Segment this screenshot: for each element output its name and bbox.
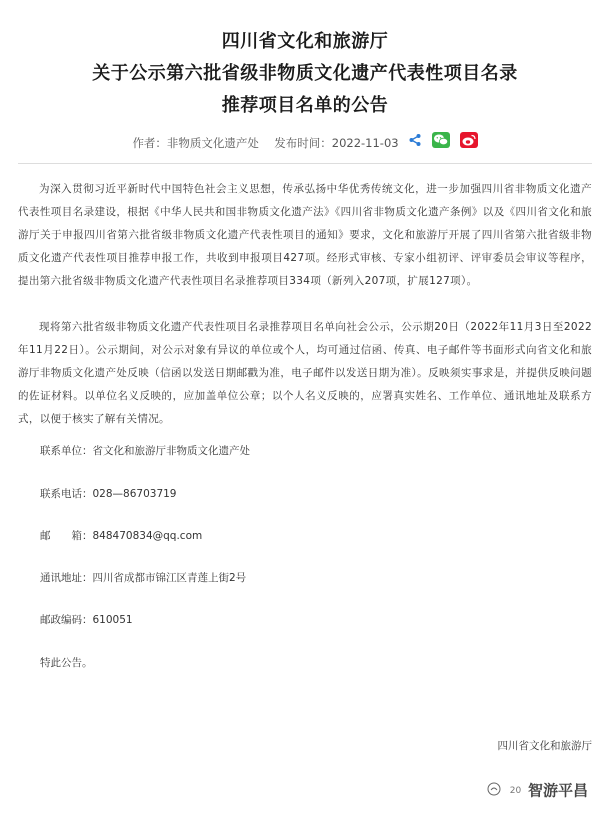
watermark-text: 智游平昌 bbox=[527, 781, 588, 800]
title-line-3: 推荐项目名单的公告 bbox=[221, 95, 389, 116]
article-title bbox=[0, 26, 610, 122]
title-line-1: 四川省文化和旅游厅 bbox=[221, 31, 389, 52]
watermark bbox=[487, 780, 588, 801]
contact-postcode: 邮政编码：610051 bbox=[40, 614, 133, 626]
weibo-icon[interactable] bbox=[460, 132, 478, 154]
body-paragraph-2: 现将第六批省级非物质文化遗产代表性项目名录推荐项目名单向社会公示，公示期20日（2022年11月3日至2022年11月22日）。公示期间，对公示对象有异议的单位或个人，均可通过信函、传真、电子邮件等书面形式向省文化和旅游厅非物质文化遗产处反映（信函以发送日期邮戳为准，电子邮件以发送日期为准）。反映须实事求是，并提供反映问题的佐证材料。以单位名义反映的，应加盖单位公章；以个人名义反映的，应署真实姓名、工作单位、通讯地址及联系方式，以便于核实了解有关情况。 bbox=[18, 321, 592, 425]
contact-email: 邮 箱：848470834@qq.com bbox=[40, 530, 203, 542]
contact-address: 通讯地址：四川省成都市锦江区青莲上街2号 bbox=[40, 572, 247, 584]
signature: 四川省文化和旅游厅 bbox=[497, 740, 592, 752]
contact-phone: 联系电话：028—86703719 bbox=[40, 488, 177, 500]
body-paragraph-1: 为深入贯彻习近平新时代中国特色社会主义思想，传承弘扬中华优秀传统文化，进一步加强四川省非物质文化遗产代表性项目名录建设，根据《中华人民共和国非物质文化遗产法》《四川省非物质文化遗产条例》以及《四川省文化和旅游厅关于申报四川省第六批省级非物质文化遗产代表性项目的通知》要求，文化和旅游厅开展了四川省第六批省级非物质文化遗产代表性项目推荐申报工作，共收到申报项目427项。经形式审核、专家小组初评、评审委员会审议等程序，提出第六批省级非物质文化遗产代表性项目名录推荐项目334项（新列入207项，扩展127项）。 bbox=[18, 183, 592, 287]
publish-date: 发布时间：2022-11-03 bbox=[274, 136, 399, 150]
paw-icon bbox=[487, 781, 501, 801]
header-divider bbox=[18, 163, 592, 164]
closing-line: 特此公告。 bbox=[40, 657, 93, 669]
contact-unit: 联系单位：省文化和旅游厅非物质文化遗产处 bbox=[40, 445, 250, 457]
wechat-icon[interactable] bbox=[432, 132, 450, 154]
article-body bbox=[18, 178, 592, 431]
article-meta bbox=[0, 132, 610, 154]
author-label: 作者：非物质文化遗产处 bbox=[132, 136, 259, 150]
title-line-2: 关于公示第六批省级非物质文化遗产代表性项目名录 bbox=[92, 63, 518, 84]
share-icon[interactable] bbox=[408, 133, 422, 153]
watermark-date: 20 bbox=[509, 785, 522, 796]
